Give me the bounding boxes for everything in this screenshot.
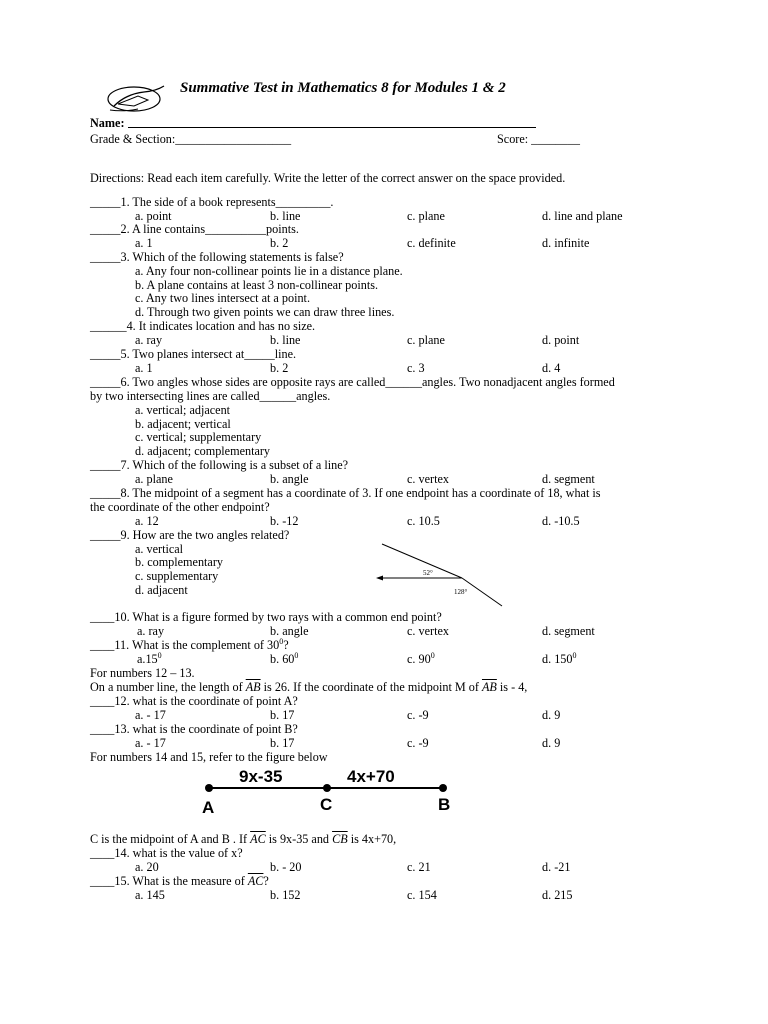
q9-option-d: d. adjacent [135, 583, 188, 597]
quill-logo-icon [104, 82, 170, 118]
q5-option-a: a. 1 [135, 361, 153, 375]
segment-figure [195, 764, 465, 820]
q5-option-b: b. 2 [270, 361, 289, 375]
q13-option-b: b. 17 [270, 736, 295, 750]
point-c-label: C [320, 795, 333, 814]
q6-option-c: c. vertical; supplementary [135, 430, 262, 444]
q3-option-d: d. Through two given points we can draw three lines. [135, 305, 395, 319]
question-3-stem: _____3. Which of the following statements is false? [90, 250, 344, 264]
question-11-stem: ____11. What is the complement of $30^0$? [90, 636, 289, 652]
q14-option-b: b. - 20 [270, 860, 302, 874]
q13-option-c: c. -9 [407, 736, 429, 750]
question-7-stem: _____7. Which of the following is a subset of a line? [90, 458, 349, 472]
name-label: Name: [90, 116, 125, 130]
grade-section-label: Grade & Section:___________________ [90, 132, 292, 146]
q2-option-d: d. infinite [542, 236, 590, 250]
q12-option-d: d. 9 [542, 708, 561, 722]
point-b-label: B [438, 795, 451, 814]
angle-figure [374, 540, 506, 610]
q13-option-a: a. - 17 [135, 736, 166, 750]
q8-option-c: c. 10.5 [407, 514, 440, 528]
q9-option-c: c. supplementary [135, 569, 219, 583]
question-6-stem: _____6. Two angles whose sides are opposite rays are called______angles. Two nonadjacent angles formed [90, 375, 615, 389]
q11-option-b: b. $60^0$ [270, 650, 299, 666]
q7-option-d: d. segment [542, 472, 595, 486]
question-15-stem: ____15. What is the measure of $\overline{AC}$? [90, 874, 269, 888]
q7-option-a: a. plane [135, 472, 173, 486]
q15-option-b: b. 152 [270, 888, 301, 902]
q9-option-b: b. complementary [135, 555, 223, 569]
question-2-stem: _____2. A line contains__________points. [90, 222, 299, 236]
q3-option-c: c. Any two lines intersect at a point. [135, 291, 310, 305]
q8-option-d: d. -10.5 [542, 514, 580, 528]
question-12-stem: ____12. what is the coordinate of point A? [90, 694, 298, 708]
q6-option-a: a. vertical; adjacent [135, 403, 231, 417]
segment-ac-expression: 9x-35 [239, 767, 283, 786]
q4-option-b: b. line [270, 333, 301, 347]
q7-option-c: c. vertex [407, 472, 449, 486]
q12-option-b: b. 17 [270, 708, 295, 722]
q2-option-a: a. 1 [135, 236, 153, 250]
point-a-label: A [202, 798, 215, 817]
q11-option-a: $a.15^0$ [137, 650, 162, 666]
angle-128-label: 128° [454, 588, 468, 596]
q1-option-a: a. point [135, 209, 172, 223]
q7-option-b: b. angle [270, 472, 309, 486]
q15-option-c: c. 154 [407, 888, 437, 902]
q10-option-c: c. vertex [407, 624, 449, 638]
numbers-14-15-condition: C is the midpoint of A and B . If $\overline{AC}$ is 9x-35 and $\overline{CB}$ is 4x+70, [90, 832, 397, 846]
name-line [128, 127, 536, 128]
numbers-12-13-intro: For numbers 12 – 13. [90, 666, 195, 680]
score-label: Score: ________ [497, 132, 580, 146]
q1-option-b: b. line [270, 209, 301, 223]
angle-52-label: 52° [423, 569, 433, 577]
q4-option-a: a. ray [135, 333, 163, 347]
q11-option-c: c. $90^0$ [407, 650, 435, 666]
q11-option-d: d. $150^0$ [542, 650, 577, 666]
question-14-stem: ____14. what is the value of x? [90, 846, 243, 860]
question-8-stem: _____8. The midpoint of a segment has a coordinate of 3. If one endpoint has a coordinate of 18, what is [90, 486, 601, 500]
q5-option-d: d. 4 [542, 361, 561, 375]
q4-option-d: d. point [542, 333, 580, 347]
q14-option-a: a. 20 [135, 860, 159, 874]
q14-option-c: c. 21 [407, 860, 431, 874]
numbers-12-13-setup: On a number line, the length of $\overline{AB}$ is 26. If the coordinate of the midpoint M of $\overline{AB}$ is - 4, [90, 680, 528, 694]
q15-option-a: a. 145 [135, 888, 165, 902]
question-13-stem: ____13. what is the coordinate of point B? [90, 722, 298, 736]
q10-option-d: d. segment [542, 624, 595, 638]
q12-option-a: a. - 17 [135, 708, 166, 722]
page-title: Summative Test in Mathematics 8 for Modules 1 & 2 [180, 80, 506, 96]
q6-option-b: b. adjacent; vertical [135, 417, 231, 431]
q8-option-a: a. 12 [135, 514, 159, 528]
question-9-stem: _____9. How are the two angles related? [90, 528, 290, 542]
q8-option-b: b. -12 [270, 514, 299, 528]
question-5-stem: _____5. Two planes intersect at_____line. [90, 347, 297, 361]
q1-option-d: d. line and plane [542, 209, 623, 223]
q6-option-d: d. adjacent; complementary [135, 444, 271, 458]
directions: Directions: Read each item carefully. Write the letter of the correct answer on the space provided. [90, 171, 566, 185]
q3-option-a: a. Any four non-collinear points lie in a distance plane. [135, 264, 403, 278]
q1-option-c: c. plane [407, 209, 445, 223]
q12-option-c: c. -9 [407, 708, 429, 722]
question-1-stem: _____1. The side of a book represents_________. [90, 195, 334, 209]
q9-option-a: a. vertical [135, 542, 184, 556]
question-10-stem: ____10. What is a figure formed by two rays with a common end point? [90, 610, 442, 624]
q5-option-c: c. 3 [407, 361, 425, 375]
segment-cb-expression: 4x+70 [347, 767, 395, 786]
question-6-stem-cont: by two intersecting lines are called______angles. [90, 389, 331, 403]
q15-option-d: d. 215 [542, 888, 573, 902]
q2-option-c: c. definite [407, 236, 456, 250]
q10-option-a: a. ray [137, 624, 165, 638]
q3-option-b: b. A plane contains at least 3 non-collinear points. [135, 278, 379, 292]
numbers-14-15-intro: For numbers 14 and 15, refer to the figure below [90, 750, 328, 764]
q14-option-d: d. -21 [542, 860, 571, 874]
q2-option-b: b. 2 [270, 236, 289, 250]
q4-option-c: c. plane [407, 333, 445, 347]
q10-option-b: b. angle [270, 624, 309, 638]
q13-option-d: d. 9 [542, 736, 561, 750]
question-8-stem-cont: the coordinate of the other endpoint? [90, 500, 270, 514]
question-4-stem: ______4. It indicates location and has no size. [90, 319, 316, 333]
